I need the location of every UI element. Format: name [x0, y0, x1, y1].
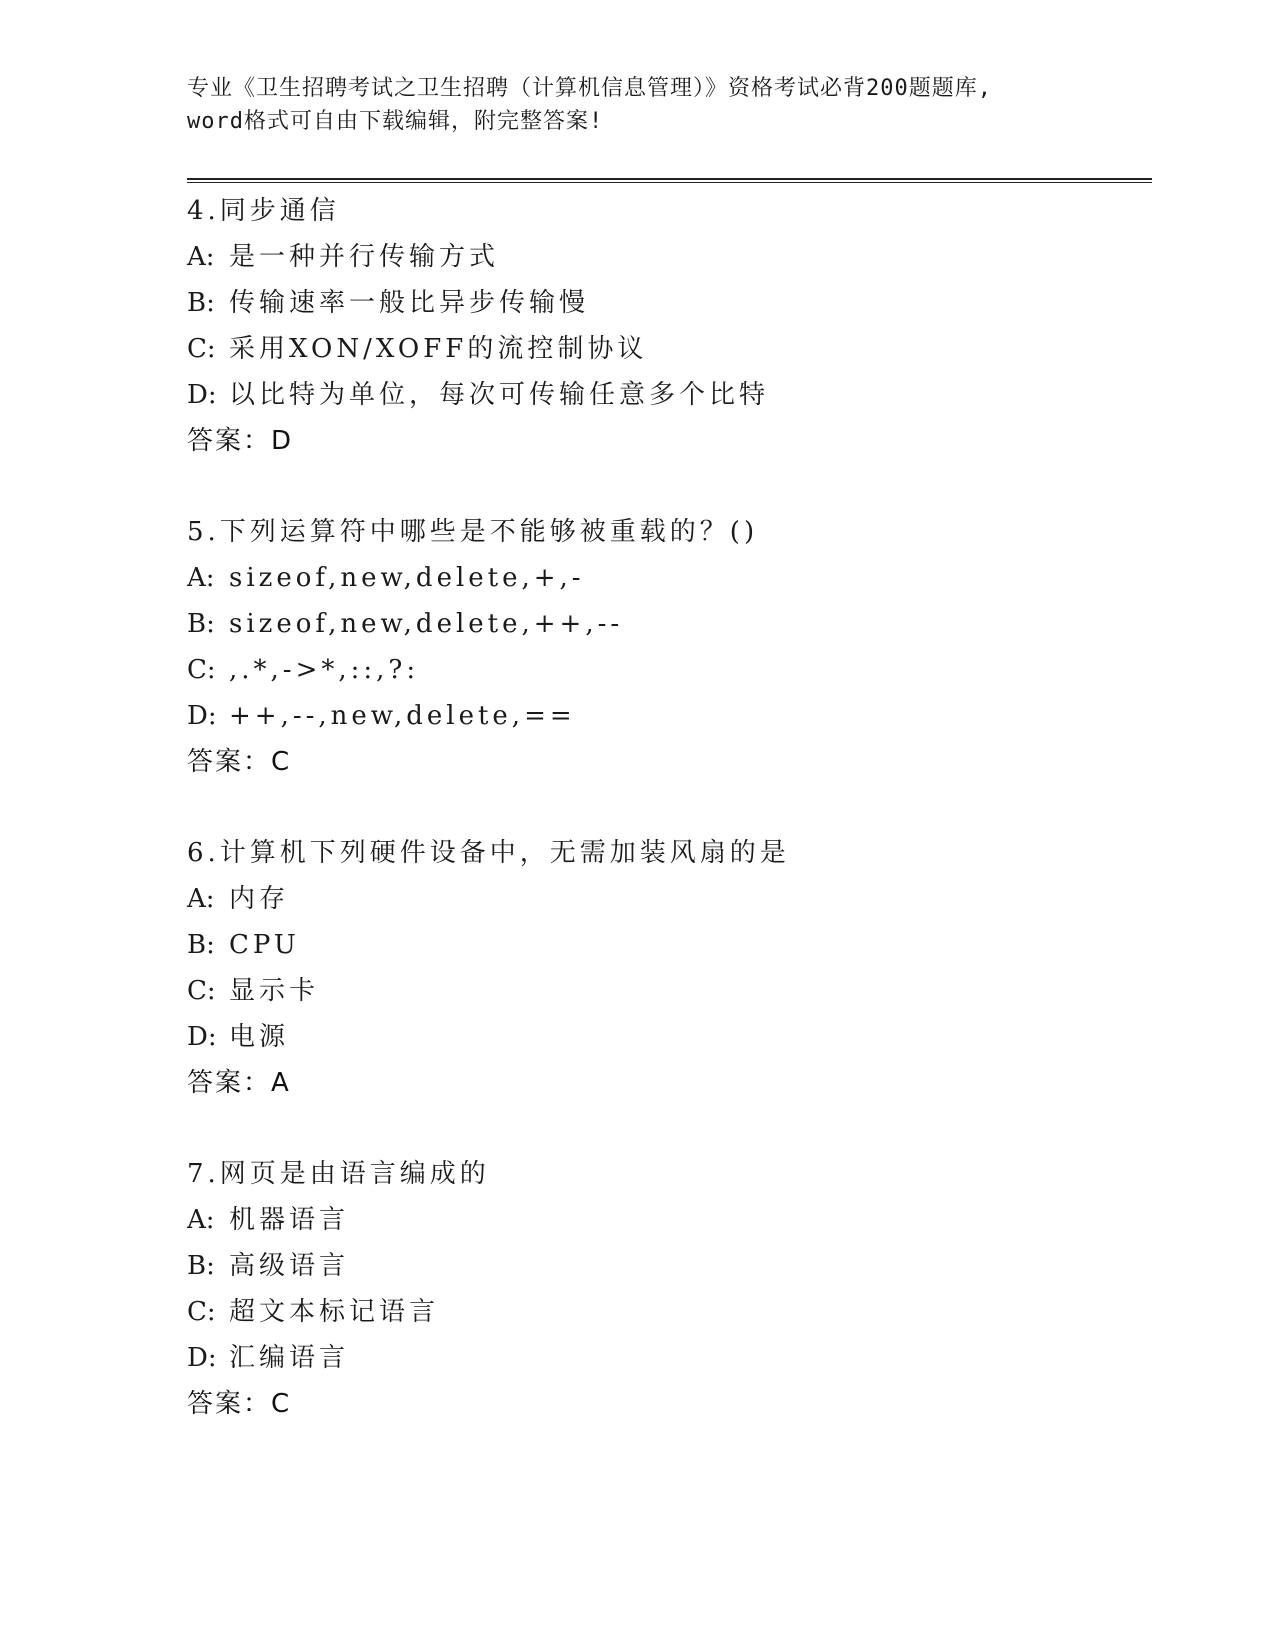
answer-key: 答案：D	[187, 426, 294, 456]
option-d	[187, 372, 1147, 418]
question-5	[187, 509, 1147, 785]
question-list	[187, 188, 1147, 1472]
option-letter: A:	[187, 563, 215, 593]
option-d	[187, 1335, 1147, 1381]
answer-key: 答案：A	[187, 1068, 291, 1098]
option-letter: D:	[187, 1343, 217, 1373]
header-divider	[187, 178, 1152, 183]
option-b	[187, 280, 1147, 326]
option-text: CPU	[229, 930, 300, 960]
option-a	[187, 555, 1147, 601]
question-stem: 5.下列运算符中哪些是不能够被重载的？()	[187, 517, 759, 547]
option-letter: A:	[187, 1205, 215, 1235]
option-text: 是一种并行传输方式	[229, 242, 500, 272]
question-6	[187, 830, 1147, 1106]
option-letter: A:	[187, 884, 215, 914]
option-a	[187, 1197, 1147, 1243]
option-text: ++,--,new,delete,==	[229, 701, 576, 731]
option-letter: B:	[187, 609, 215, 639]
option-text: 汇编语言	[229, 1343, 350, 1373]
option-d	[187, 693, 1147, 739]
option-letter: C:	[187, 1297, 216, 1327]
question-stem: 6.计算机下列硬件设备中，无需加装风扇的是	[187, 838, 790, 868]
option-text: 机器语言	[229, 1205, 350, 1235]
option-c	[187, 647, 1147, 693]
option-text: 高级语言	[229, 1251, 350, 1281]
option-text: ,.*,->*,::,?:	[229, 655, 420, 685]
option-text: sizeof,new,delete,++,--	[229, 609, 624, 639]
option-letter: C:	[187, 655, 216, 685]
option-letter: D:	[187, 1022, 217, 1052]
question-stem: 4.同步通信	[187, 196, 340, 226]
question-4	[187, 188, 1147, 464]
option-a	[187, 876, 1147, 922]
option-text: 电源	[229, 1022, 290, 1052]
option-text: 采用XON/XOFF的流控制协议	[229, 334, 648, 364]
header-title-line-2: word格式可自由下载编辑，附完整答案!	[187, 109, 604, 134]
answer-key: 答案：C	[187, 1389, 292, 1419]
option-a	[187, 234, 1147, 280]
option-d	[187, 1014, 1147, 1060]
option-letter: D:	[187, 380, 217, 410]
option-text: 以比特为单位，每次可传输任意多个比特	[229, 380, 770, 410]
option-letter: B:	[187, 930, 215, 960]
option-letter: C:	[187, 334, 216, 364]
option-c	[187, 326, 1147, 372]
option-letter: D:	[187, 701, 217, 731]
option-letter: C:	[187, 976, 216, 1006]
option-text: sizeof,new,delete,+,-	[229, 563, 585, 593]
option-letter: A:	[187, 242, 215, 272]
answer-key: 答案：C	[187, 747, 292, 777]
header-title-line-1: 专业《卫生招聘考试之卫生招聘（计算机信息管理）》资格考试必背200题题库,	[187, 76, 992, 101]
option-text: 超文本标记语言	[229, 1297, 440, 1327]
option-b	[187, 1243, 1147, 1289]
option-letter: B:	[187, 288, 215, 318]
option-text: 传输速率一般比异步传输慢	[229, 288, 590, 318]
option-b	[187, 601, 1147, 647]
option-text: 内存	[229, 884, 290, 914]
document-header	[187, 72, 1087, 138]
option-text: 显示卡	[229, 976, 320, 1006]
question-7	[187, 1151, 1147, 1427]
option-c	[187, 1289, 1147, 1335]
question-stem: 7.网页是由语言编成的	[187, 1159, 490, 1189]
option-c	[187, 968, 1147, 1014]
option-b	[187, 922, 1147, 968]
option-letter: B:	[187, 1251, 215, 1281]
